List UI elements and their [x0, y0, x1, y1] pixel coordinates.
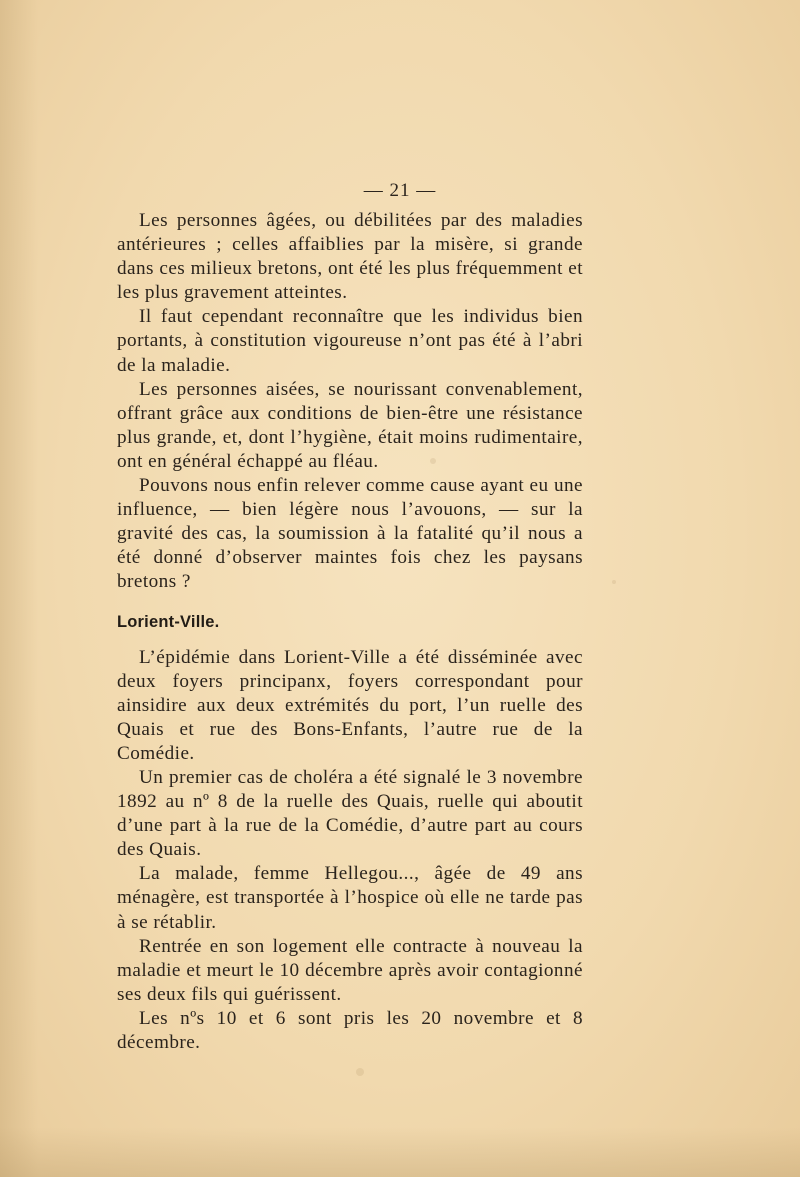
paragraph: Il faut cependant reconnaître que les individus bien portants, à constitution vigoureuse n’ont pas été à l’abri de la maladie.: [117, 306, 583, 376]
paragraph: Les nºs 10 et 6 sont pris les 20 novembre et 8 décembre.: [117, 1007, 583, 1053]
paragraph: Un premier cas de choléra a été signalé le 3 novembre 1892 au nº 8 de la ruelle des Quais, ruelle qui aboutit d’une part à la rue de la Comédie, d’autre part au cours des Quais.: [117, 766, 583, 861]
paper-foxing-spot: [612, 580, 616, 584]
page-shadow-left: [0, 0, 38, 1177]
paper-foxing-spot: [356, 1068, 364, 1076]
paragraph: L’épidémie dans Lorient-Ville a été disséminée avec deux foyers principanx, foyers correspondant pour ainsidire aux deux extrémités du port, l’un ruelle des Quais et rue des Bons-Enfants, l’autre rue de la Comédie.: [117, 646, 583, 764]
page-shadow-bottom: [0, 1127, 800, 1177]
section-heading: Lorient-Ville.: [117, 612, 220, 631]
paragraph: Les personnes âgées, ou débilitées par des maladies antérieures ; celles affaiblies par la misère, si grande dans ces milieux bretons, ont été les plus fréquemment et les plus gravement atteintes.: [117, 210, 583, 304]
paragraph: Pouvons nous enfin relever comme cause ayant eu une influence, — bien légère nous l’avouons, — sur la gravité des cas, la soumission à la fatalité qu’il nous a été donné d’observer maintes fois chez les paysans bretons ?: [117, 475, 583, 593]
body-text: [117, 209, 583, 1055]
paragraph: Rentrée en son logement elle contracte à nouveau la maladie et meurt le 10 décembre après avoir contagionné ses deux fils qui guérissent.: [117, 935, 583, 1005]
paragraph: La malade, femme Hellegou..., âgée de 49 ans ménagère, est transportée à l’hospice où elle ne tarde pas à se rétablir.: [117, 863, 583, 933]
paragraph: Les personnes aisées, se nourissant convenablement, offrant grâce aux conditions de bien-être une résistance plus grande, et, dont l’hygiène, était moins rudimentaire, ont en général échappé au fléau.: [117, 378, 583, 472]
page-number: — 21 —: [363, 180, 437, 201]
